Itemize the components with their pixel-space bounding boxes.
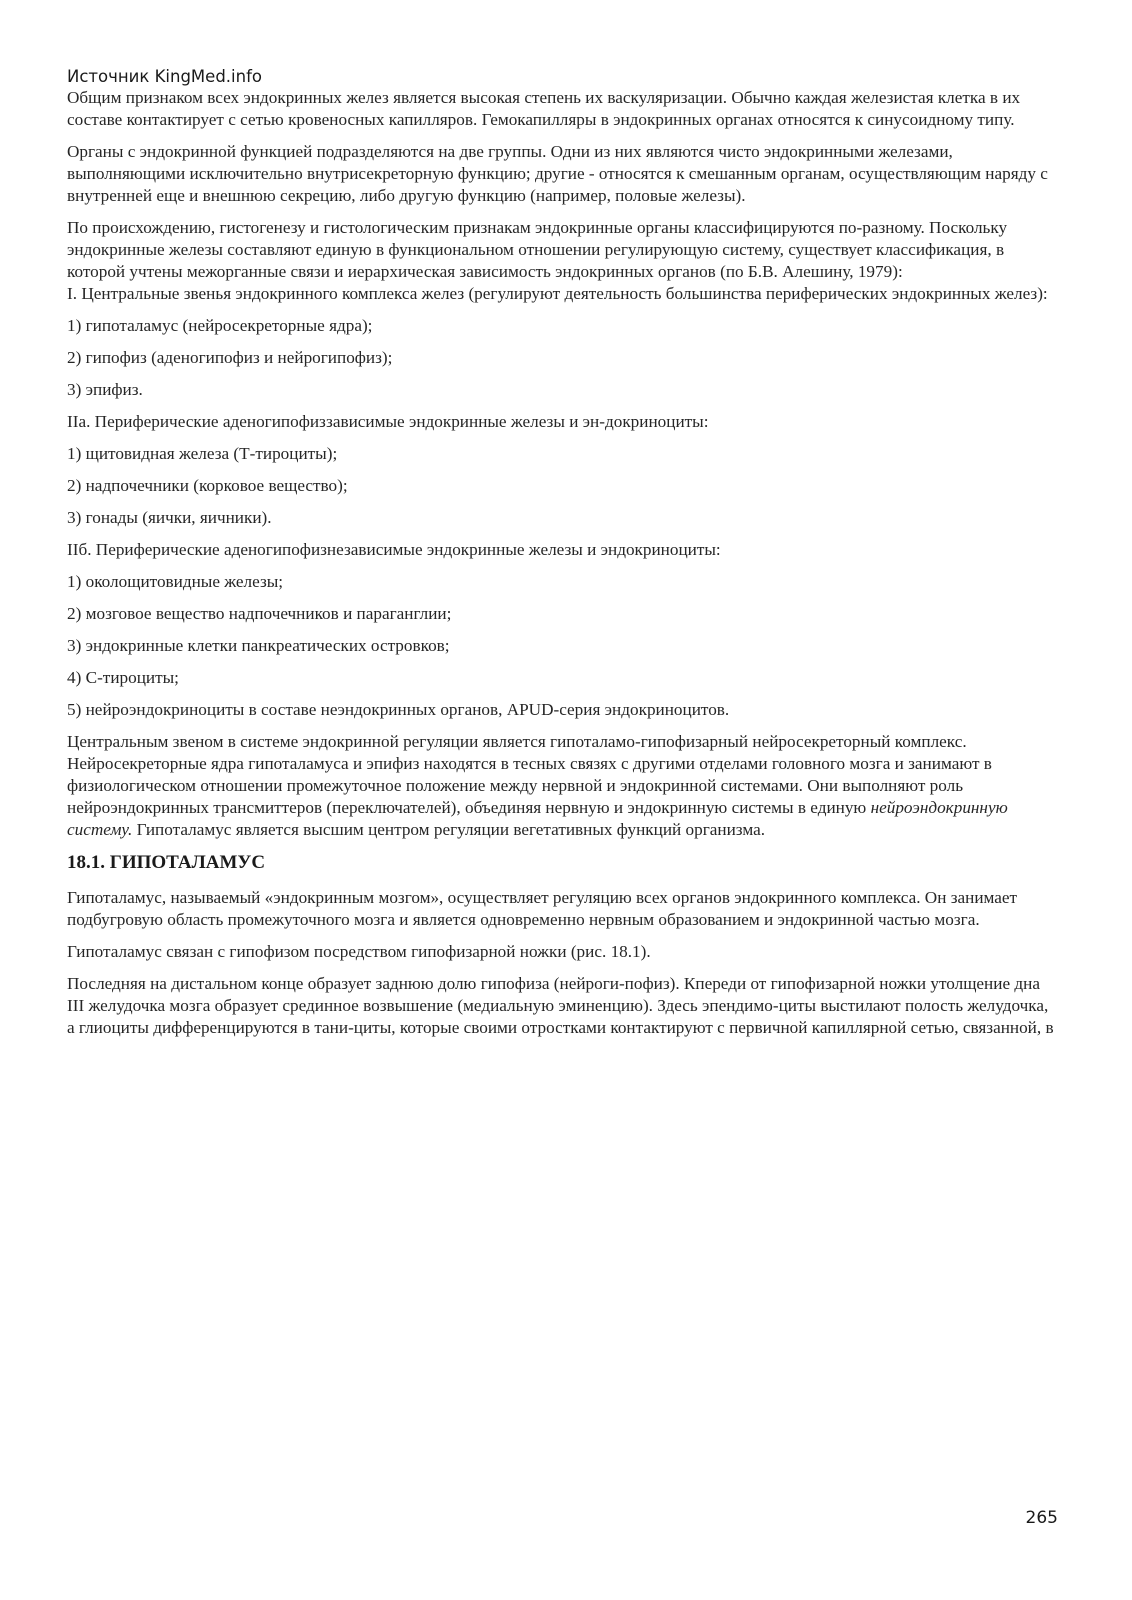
paragraph-organ-groups: Органы с эндокринной функцией подразделяются на две группы. Одни из них являются чисто эндокринными железами, выполняющими исключительно внутрисекреторную функцию; другие - относятся к смешанным органам, осуществляющим наряду с внутренней еще и внешнюю секрецию, либо другую функцию (например, половые железы).: [67, 142, 1048, 205]
list-item: 3) эндокринные клетки панкреатических островков;: [67, 636, 450, 655]
paragraph-central-link: [67, 731, 1057, 841]
list-item: 2) гипофиз (аденогипофиз и нейрогипофиз);: [67, 348, 393, 367]
list-item: 3) гонады (яички, яичники).: [67, 508, 272, 527]
list-item: 3) эпифиз.: [67, 380, 143, 399]
section-heading-hypothalamus: 18.1. ГИПОТАЛАМУС: [67, 852, 266, 873]
group-adenohypophysis-independent: IIб. Периферические аденогипофизнезависимые эндокринные железы и эндокриноциты:: [67, 540, 721, 559]
paragraph-vascularization: Общим признаком всех эндокринных желез является высокая степень их васкуляризации. Обычно каждая железистая клетка в их составе контактирует с сетью кровеносных капилляров. Гемокапилляры в эндокринных органах относятся к синусоидному типу.: [67, 88, 1021, 129]
list-item: 2) надпочечники (корковое вещество);: [67, 476, 348, 495]
group-adenohypophysis-dependent: IIa. Периферические аденогипофиззависимые эндокринные железы и эн-докриноциты:: [67, 412, 709, 431]
list-item: 1) околощитовидные железы;: [67, 572, 284, 591]
neuroendocrine-system-term: нейроэндокринную систему.: [67, 798, 1008, 839]
list-item: 5) нейроэндокриноциты в составе неэндокринных органов, APUD-серия эндокриноцитов.: [67, 700, 730, 719]
list-item: 1) щитовидная железа (Т-тироциты);: [67, 444, 338, 463]
group-central-links: I. Центральные звенья эндокринного комплекса желез (регулируют деятельность большинства периферических эндокринных желез):: [67, 284, 1048, 303]
paragraph-classification: По происхождению, гистогенезу и гистологическим признакам эндокринные органы классифицируются по-разному. Поскольку эндокринные железы составляют единую в функциональном отношении регулирующую систему, существует классификация, в которой учтены межорганные связи и иерархическая зависимость эндокринных органов (по Б.В. Алешину, 1979):: [67, 218, 1008, 281]
paragraph-pituitary-stalk: Гипоталамус связан с гипофизом посредством гипофизарной ножки (рис. 18.1).: [67, 942, 651, 961]
list-item: 1) гипоталамус (нейросекреторные ядра);: [67, 316, 373, 335]
list-item: 4) С-тироциты;: [67, 668, 179, 687]
paragraph-central-link-start: Центральным звеном в системе эндокринной регуляции является гипоталамо-гипофизарный нейросекреторный комплекс. Нейросекреторные ядра гипоталамуса и эпифиз находятся в тесных связях с другими отделами головного мозга и занимают в физиологическом отношении промежуточное положение между нервной и эндокринной системами. Они выполняют роль нейроэндокринных трансмиттеров (переключателей), объединяя нервную и эндокринную системы в единую: [67, 732, 992, 817]
document-page: [67, 66, 1057, 1049]
list-item: 2) мозговое вещество надпочечников и параганглии;: [67, 604, 452, 623]
paragraph-central-link-end: Гипоталамус является высшим центром регуляции вегетативных функций организма.: [132, 820, 766, 839]
paragraph-posterior-lobe: Последняя на дистальном конце образует заднюю долю гипофиза (нейроги-пофиз). Кпереди от гипофизарной ножки утолщение дна III желудочка мозга образует срединное возвышение (медиальную эминенцию). Здесь эпендимо-циты выстилают полость желудочка, а глиоциты дифференцируются в тани-циты, которые своими отростками контактируют с первичной капиллярной сетью, связанной, в: [67, 974, 1054, 1037]
source-header: Источник KingMed.info: [67, 67, 262, 86]
paragraph-hypothalamus-definition: Гипоталамус, называемый «эндокринным мозгом», осуществляет регуляцию всех органов эндокринного комплекса. Он занимает подбугровую область промежуточного мозга и является одновременно нервным образованием и эндокринной частью мозга.: [67, 888, 1018, 929]
page-number: 265: [1025, 1508, 1058, 1528]
